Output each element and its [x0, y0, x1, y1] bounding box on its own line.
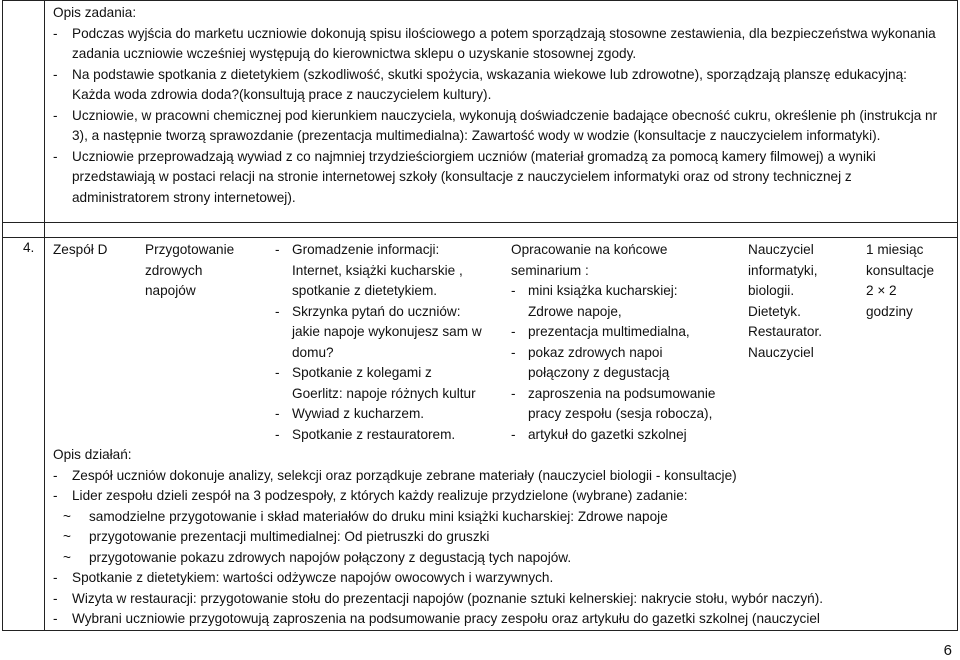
- responsible-line: biologii.: [748, 283, 795, 298]
- task-description-item: [53, 24, 949, 65]
- results-header-line: Opracowanie na końcowe: [511, 242, 668, 257]
- result-line: prezentacja multimedialna,: [528, 324, 690, 339]
- result-text: [528, 343, 748, 384]
- activity-text: [292, 302, 511, 364]
- activities-description-list: [53, 466, 953, 630]
- result-item: [511, 343, 748, 384]
- activity-line: jakie napoje wykonujesz sam w: [292, 324, 482, 339]
- activities-description-text: Wizyta w restauracji: przygotowanie stołu do prezentacji napojów (poznanie sztuki kelnerskiej: nakrycie stołu, wybór naczyń).: [72, 590, 824, 606]
- time-line: konsultacje: [866, 262, 935, 278]
- spacer-cell: [45, 223, 958, 238]
- activities-description-item: [53, 609, 953, 630]
- list-dash: -: [53, 66, 58, 82]
- list-dash: -: [275, 426, 280, 442]
- results-column: [511, 240, 748, 445]
- subtask-text: przygotowanie pokazu zdrowych napojów połączony z degustacją tych napojów.: [89, 549, 572, 565]
- tilde-bullet: ~: [63, 549, 71, 565]
- activities-description-item: [53, 589, 953, 610]
- task-description-text: Uczniowie, w pracowni chemicznej pod kierunkiem nauczyciela, wykonują doświadczenie badające obecność cukru, określenie ph (instrukcja nr 3), a następnie tworzą sprawozdanie (prezentacja multimedialna): Zawartość wody w wodzie (konsultacje z nauczycielem informatyki).: [72, 107, 938, 143]
- result-item: [511, 384, 748, 425]
- result-text: [528, 322, 748, 343]
- result-line: pokaz zdrowych napoi: [528, 344, 663, 360]
- subtask-item: [53, 548, 953, 569]
- activity-line: Spotkanie z restauratorem.: [292, 426, 456, 442]
- time-line: 1 miesiąc: [866, 242, 924, 257]
- team-name: Zespół D: [53, 242, 108, 257]
- result-line: mini książka kucharskiej:: [528, 283, 678, 298]
- responsible-line: Restaurator.: [748, 324, 823, 339]
- activity-item: [275, 302, 511, 364]
- subtask-item: [53, 507, 953, 528]
- result-line: połączony z degustacją: [528, 365, 670, 380]
- activity-item: [275, 240, 511, 302]
- list-dash: -: [275, 303, 280, 319]
- responsible-line: Nauczyciel: [748, 344, 814, 360]
- team-d-grid: [53, 240, 953, 445]
- subtask-text: przygotowanie prezentacji multimedialnej: Od pietruszki do gruszki: [89, 529, 490, 544]
- responsible-line: informatyki,: [748, 262, 818, 278]
- preparation-column: [145, 240, 275, 445]
- list-dash: -: [511, 426, 516, 442]
- page-number: 6: [943, 642, 952, 659]
- list-dash: -: [53, 611, 58, 626]
- list-dash: -: [275, 365, 280, 380]
- list-dash: -: [511, 324, 516, 339]
- task-description-text: Na podstawie spotkania z dietetykiem (szkodliwość, skutki spożycia, wskazania wiekowe lub zdrowotne), sporządzają planszę edukacyjną: Każda woda zdrowia doda?(konsultują prace z nauczycielem kultury).: [72, 66, 907, 102]
- task-description-item: [53, 65, 949, 106]
- tilde-bullet: ~: [63, 529, 71, 544]
- activities-description-text: Spotkanie z dietetykiem: wartości odżywcze napojów owocowych i warzywnych.: [72, 570, 554, 585]
- activity-line: Wywiad z kucharzem.: [292, 406, 425, 421]
- row-number-cell: [3, 238, 45, 631]
- activity-line: Spotkanie z kolegami z: [292, 365, 432, 380]
- task-description-text: Podczas wyjścia do marketu uczniowie dokonują spisu ilościowego a potem sporządzają stosowne zestawienia, dla bezpieczeństwa wykonania zadania uczniowie wcześniej występują do kierownictwa sklepu o uzyskanie stosownej zgody.: [72, 25, 936, 61]
- activities-description-title: Opis działań:: [53, 447, 132, 462]
- activity-line: Gromadzenie informacji:: [292, 242, 440, 257]
- result-line: pracy zespołu (sesja robocza),: [528, 406, 713, 421]
- spacer-cell: [3, 223, 45, 238]
- task-description-title: Opis zadania:: [53, 5, 137, 20]
- activity-item: [275, 404, 511, 425]
- responsible-line: Nauczyciel: [748, 242, 814, 257]
- activities-column: [275, 240, 511, 445]
- result-text: [528, 384, 748, 425]
- task-table: [2, 0, 958, 631]
- result-item: [511, 425, 748, 446]
- activities-description: [53, 445, 953, 630]
- tilde-bullet: ~: [63, 508, 71, 524]
- time-line: godziny: [866, 303, 913, 319]
- result-text: [528, 281, 748, 322]
- list-dash: -: [53, 467, 58, 483]
- activity-text: [292, 404, 511, 425]
- list-dash: -: [53, 107, 58, 123]
- subtask-item: [53, 527, 953, 548]
- activity-item: [275, 425, 511, 446]
- list-dash: -: [53, 25, 58, 41]
- activity-line: Goerlitz: napoje różnych kultur: [292, 385, 476, 401]
- list-dash: -: [53, 148, 58, 164]
- task-description-cell: [45, 1, 958, 223]
- list-dash: -: [53, 570, 58, 585]
- list-dash: -: [511, 385, 516, 401]
- responsible-line: Dietetyk.: [748, 303, 801, 319]
- result-line: Zdrowe napoje,: [528, 303, 622, 319]
- activity-text: [292, 363, 511, 404]
- time-column: [866, 240, 946, 445]
- result-line: zaproszenia na podsumowanie: [528, 385, 716, 401]
- activity-line: domu?: [292, 344, 334, 360]
- task-description-item: [53, 147, 949, 209]
- result-item: [511, 322, 748, 343]
- task-description-item: [53, 106, 949, 147]
- activities-description-text: Lider zespołu dzieli zespół na 3 podzespoły, z których każdy realizuje przydzielone (wybrane) zadanie:: [72, 488, 688, 503]
- preparation-line: zdrowych: [145, 262, 203, 278]
- activity-text: [292, 425, 511, 446]
- subtask-text: samodzielne przygotowanie i skład materiałów do druku mini książki kucharskiej: Zdrowe napoje: [89, 508, 668, 524]
- activities-description-text: Zespół uczniów dokonuje analizy, selekcji oraz porządkuje zebrane materiały (nauczyciel biologii - konsultacje): [72, 467, 737, 483]
- list-dash: -: [511, 283, 516, 298]
- task-description-list: [53, 24, 949, 209]
- activities-description-item: [53, 466, 953, 487]
- responsible-column: [748, 240, 866, 445]
- activity-text: [292, 240, 511, 302]
- result-line: artykuł do gazetki szkolnej: [528, 426, 687, 442]
- empty-number-cell: [3, 1, 45, 223]
- preparation-line: Przygotowanie: [145, 242, 235, 257]
- activity-line: Internet, książki kucharskie ,: [292, 262, 463, 278]
- list-dash: -: [511, 344, 516, 360]
- list-dash: -: [275, 406, 280, 421]
- task-description-text: Uczniowie przeprowadzają wywiad z co najmniej trzydzieściorgiem uczniów (materiał gromadzą za pomocą kamery filmowej) a wyniki przedstawiają w postaci relacji na stronie internetowej szkoły (konsultacje z nauczycielem informatyki oraz od strony technicznej z administratorem strony internetowej).: [72, 148, 876, 205]
- results-header-line: seminarium :: [511, 262, 589, 278]
- activity-line: spotkanie z dietetykiem.: [292, 283, 438, 298]
- list-dash: -: [53, 488, 58, 503]
- activity-line: Skrzynka pytań do uczniów:: [292, 303, 461, 319]
- result-item: [511, 281, 748, 322]
- preparation-line: napojów: [145, 283, 196, 298]
- activities-description-item: [53, 486, 953, 507]
- result-text: [528, 425, 748, 446]
- activities-description-text: Wybrani uczniowie przygotowują zaproszenia na podsumowanie pracy zespołu oraz artykułu do gazetki szkolnej (nauczyciel: [72, 611, 820, 626]
- activity-item: [275, 363, 511, 404]
- row-number: 4.: [23, 240, 35, 255]
- team-d-cell: [45, 238, 958, 631]
- list-dash: -: [53, 590, 58, 606]
- list-dash: -: [275, 242, 280, 257]
- activities-description-item: [53, 568, 953, 589]
- time-line: 2 × 2: [866, 283, 897, 298]
